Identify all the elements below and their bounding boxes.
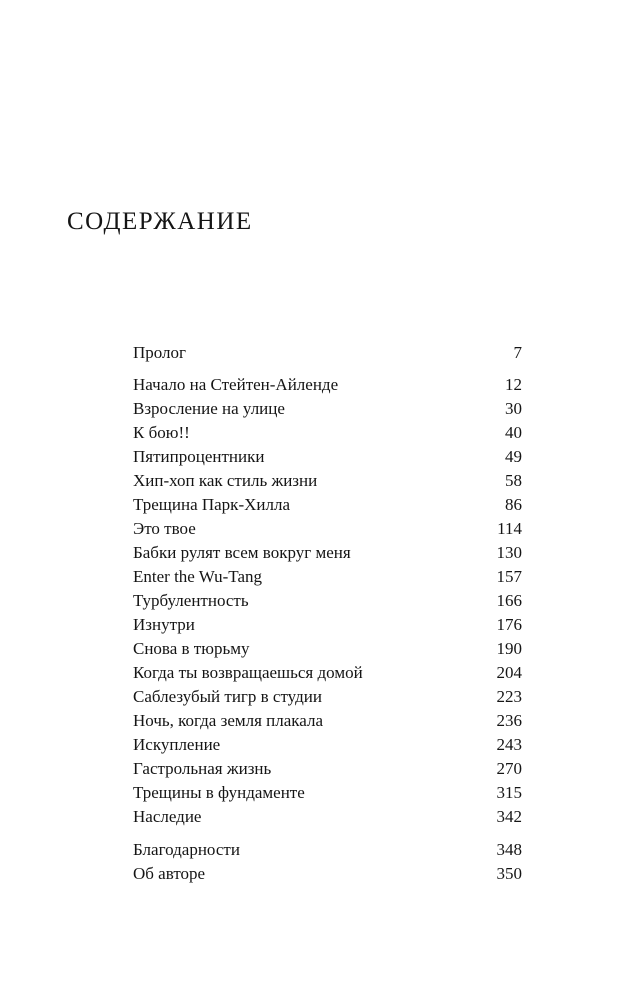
toc-entry-page-number: 114 (497, 519, 522, 538)
toc-entry-title: Начало на Стейтен-Айленде (133, 375, 339, 394)
toc-entry (133, 838, 522, 862)
toc-entry (133, 709, 522, 733)
toc-entry-page-number: 157 (496, 567, 522, 586)
toc-entry-title: Изнутри (133, 615, 195, 634)
toc-entry-page-number: 86 (505, 495, 522, 514)
toc-entry (133, 421, 522, 445)
toc-entry-title: Трещины в фундаменте (133, 783, 305, 802)
toc-entry-page-number: 342 (496, 807, 522, 826)
toc-entry (133, 565, 522, 589)
toc-entry-title: Ночь, когда земля плакала (133, 711, 324, 730)
toc-entry-title: Когда ты возвращаешься домой (133, 663, 363, 682)
toc-entry-page-number: 58 (505, 471, 522, 490)
toc-entry-page-number: 190 (496, 639, 522, 658)
toc-entry-title: Турбулентность (133, 591, 249, 610)
toc-entry (133, 341, 522, 365)
toc-entry-title: Бабки рулят всем вокруг меня (133, 543, 351, 562)
toc-entry (133, 661, 522, 685)
toc-group-chapters (133, 373, 522, 829)
page-title: СОДЕРЖАНИЕ (67, 208, 253, 235)
toc-entry-page-number: 243 (496, 735, 522, 754)
toc-entry (133, 613, 522, 637)
toc-entry (133, 517, 522, 541)
toc-entry-title: К бою!! (133, 423, 190, 442)
toc-group-front (133, 341, 522, 365)
toc-entry-title: Снова в тюрьму (133, 639, 250, 658)
toc-entry-title: Пролог (133, 343, 187, 362)
toc-entry-page-number: 348 (496, 840, 522, 859)
toc-entry-title: Пятипроцентники (133, 447, 265, 466)
toc-entry (133, 733, 522, 757)
toc-entry-title: Благодарности (133, 840, 240, 859)
toc-entry-title: Трещина Парк-Хилла (133, 495, 290, 514)
toc-entry-title: Это твое (133, 519, 196, 538)
toc-entry-title: Хип-хоп как стиль жизни (133, 471, 318, 490)
toc-entry-title: Взросление на улице (133, 399, 285, 418)
toc-entry-title: Наследие (133, 807, 202, 826)
toc-entry (133, 637, 522, 661)
toc-entry-page-number: 30 (505, 399, 522, 418)
toc-entry (133, 397, 522, 421)
toc-entry-page-number: 40 (505, 423, 522, 442)
toc-entry-page-number: 12 (505, 375, 522, 394)
toc-entry-page-number: 270 (496, 759, 522, 778)
toc-entry (133, 805, 522, 829)
toc-entry-title: Об авторе (133, 864, 206, 883)
toc-entry-page-number: 130 (496, 543, 522, 562)
toc-entry (133, 469, 522, 493)
toc-entry-page-number: 236 (496, 711, 522, 730)
toc-entry (133, 445, 522, 469)
toc-entry (133, 373, 522, 397)
toc-entry-page-number: 166 (496, 591, 522, 610)
toc-entry (133, 685, 522, 709)
toc-entry (133, 781, 522, 805)
toc-entry-page-number: 49 (505, 447, 522, 466)
toc-entry (133, 862, 522, 886)
toc-group-back (133, 838, 522, 886)
toc-entry-page-number: 223 (496, 687, 522, 706)
toc-entry (133, 541, 522, 565)
toc-entry-page-number: 315 (496, 783, 522, 802)
toc-entry (133, 757, 522, 781)
toc-entry-title: Гастрольная жизнь (133, 759, 272, 778)
toc-entry-page-number: 204 (496, 663, 522, 682)
toc-entry-page-number: 7 (513, 343, 522, 362)
toc-entry-title: Саблезубый тигр в студии (133, 687, 322, 706)
toc-entry-page-number: 176 (496, 615, 522, 634)
toc-entry-page-number: 350 (496, 864, 522, 883)
toc-entry-title: Искупление (133, 735, 221, 754)
toc-entry-title: Enter the Wu-Tang (133, 567, 263, 586)
toc-entry (133, 493, 522, 517)
toc-entry (133, 589, 522, 613)
